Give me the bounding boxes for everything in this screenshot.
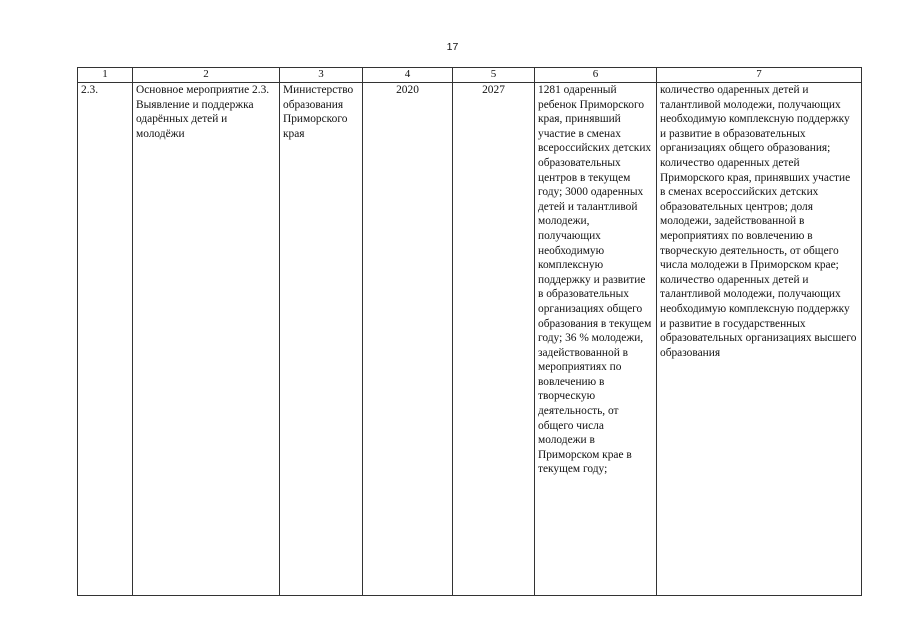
column-header: 7 (657, 68, 862, 83)
executor: Министерство образования Приморского края (280, 83, 363, 596)
column-header: 1 (78, 68, 133, 83)
indicators: количество одаренных детей и талантливой молодежи, получающих необходимую комплексную поддержку и развитие в образовательных организациях общего образования; количество одаренных детей Приморского края, принявших участие в сменах всероссийских детских образовательных центров; доля молодежи, задействованной в мероприятиях по вовлечению в творческую деятельность, от общего числа молодежи в Приморском крае; количество одаренных детей и талантливой молодежи, получающих необходимую комплексную поддержку и развитие в государственных образовательных организациях высшего образования (657, 83, 862, 596)
column-header: 5 (453, 68, 535, 83)
activity-name: Основное мероприятие 2.3. Выявление и поддержка одарённых детей и молодёжи (133, 83, 280, 596)
column-header: 4 (363, 68, 453, 83)
column-header: 6 (535, 68, 657, 83)
expected-result: 1281 одаренный ребенок Приморского края, принявший участие в сменах всероссийских детских образовательных центров в текущем году; 3000 одаренных детей и талантливой молодежи, получающих необходимую комплексную поддержку и развитие в образовательных организациях общего образования в текущем году; 36 % молодежи, задействованной в мероприятиях по вовлечению в творческую деятельность, от общего числа молодежи в Приморском крае в текущем году; (535, 83, 657, 596)
column-header: 3 (280, 68, 363, 83)
start-year: 2020 (363, 83, 453, 596)
page-number: 17 (446, 41, 459, 53)
column-header: 2 (133, 68, 280, 83)
header-row (78, 68, 862, 83)
end-year: 2027 (453, 83, 535, 596)
table-row (78, 83, 862, 596)
program-table (77, 67, 862, 596)
row-number: 2.3. (78, 83, 133, 596)
